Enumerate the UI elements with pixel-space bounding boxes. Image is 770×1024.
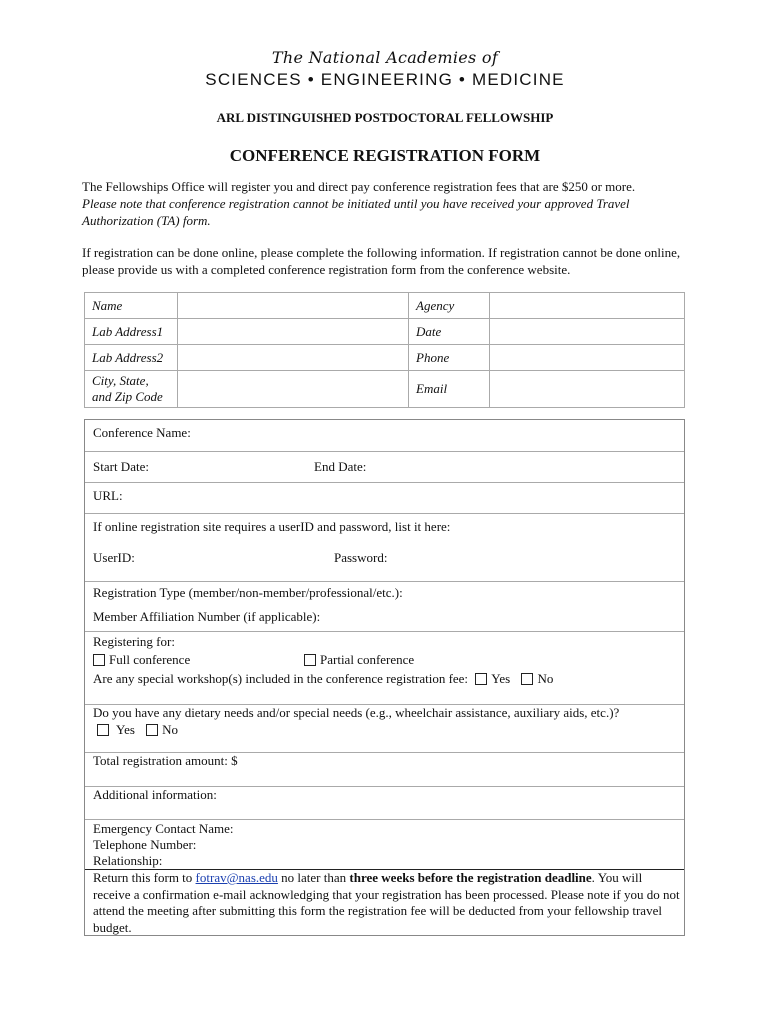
url-section[interactable]: [85, 483, 684, 514]
start-date-label: Start Date:: [93, 459, 149, 474]
workshops-yes-label: Yes: [491, 671, 511, 686]
agency-field[interactable]: [490, 293, 685, 319]
dates-section[interactable]: [85, 452, 684, 483]
registration-type-section[interactable]: [85, 582, 684, 632]
registering-for-section: [85, 632, 684, 705]
emergency-contact-section[interactable]: [85, 820, 684, 870]
city-state-zip-label: City, State, and Zip Code: [85, 371, 178, 408]
workshops-question-label: Are any special workshop(s) included in the conference registration fee:: [93, 671, 469, 686]
workshops-yes-checkbox[interactable]: [475, 673, 487, 685]
additional-info-section[interactable]: [85, 787, 684, 820]
conference-name-section[interactable]: [85, 420, 684, 452]
total-amount-section[interactable]: [85, 753, 684, 787]
lab-address1-field[interactable]: [178, 319, 409, 345]
agency-label: Agency: [409, 293, 490, 319]
return-text-3: . You will receive a confirmation e-mail acknowledging that your registration has been processed. Please note if you do not attend the meeting after submitting this form the registration fee will be deducted from your fellowship travel budget.: [93, 870, 680, 935]
program-heading: ARL DISTINGUISHED POSTDOCTORAL FELLOWSHIP: [216, 110, 554, 125]
additional-info-label: Additional information:: [93, 787, 217, 802]
date-field[interactable]: [490, 319, 685, 345]
return-text-2: no later than: [277, 870, 350, 885]
return-text-1: Return this form to: [93, 870, 196, 885]
partial-conference-label: Partial conference: [320, 652, 415, 667]
date-label: Date: [409, 319, 490, 345]
email-label: Email: [409, 371, 490, 408]
phone-label: Phone: [409, 345, 490, 371]
phone-field[interactable]: [490, 345, 685, 371]
conference-form: [84, 419, 685, 936]
total-amount-label: Total registration amount: $: [93, 753, 238, 768]
partial-conference-option[interactable]: [304, 652, 414, 668]
name-field[interactable]: [178, 293, 409, 319]
lab-address2-label: Lab Address2: [85, 345, 178, 371]
end-date-label: End Date:: [314, 459, 367, 474]
conference-name-label: Conference Name:: [93, 425, 191, 440]
workshops-no-checkbox[interactable]: [521, 673, 533, 685]
lab-address2-field[interactable]: [178, 345, 409, 371]
dietary-yes-label: Yes: [116, 722, 135, 737]
name-label: Name: [85, 293, 178, 319]
ta-note: Please note that conference registration cannot be initiated until you have received your approved Travel Authorization (TA) form.: [82, 196, 630, 228]
credentials-note: If online registration site requires a userID and password, list it here:: [93, 519, 451, 534]
full-conference-checkbox[interactable]: [93, 654, 105, 666]
workshops-no-label: No: [537, 671, 554, 686]
email-field[interactable]: [490, 371, 685, 408]
return-instructions-section: [85, 870, 684, 936]
dietary-no-label: No: [162, 722, 179, 737]
intro-line: The Fellowships Office will register you and direct pay conference registration fees that are $250 or more.: [82, 179, 636, 194]
full-conference-option[interactable]: [93, 652, 190, 668]
registration-type-label: Registration Type (member/non-member/professional/etc.):: [93, 585, 403, 600]
intro-paragraph: [82, 178, 692, 229]
dietary-question: Do you have any dietary needs and/or special needs (e.g., wheelchair assistance, auxiliary aids, etc.)?: [93, 705, 620, 720]
dietary-options: [97, 722, 178, 738]
telephone-label: Telephone Number:: [93, 837, 197, 852]
form-title: CONFERENCE REGISTRATION FORM: [229, 146, 541, 165]
logo-line-1: The National Academies of: [271, 48, 499, 67]
emergency-name-label: Emergency Contact Name:: [93, 821, 234, 836]
url-label: URL:: [93, 488, 123, 503]
return-instructions: [93, 870, 681, 936]
return-email-link[interactable]: fotrav@nas.edu: [195, 870, 278, 885]
registering-for-label: Registering for:: [93, 634, 175, 649]
online-instructions: If registration can be done online, please complete the following information. If registration cannot be done online, please provide us with a completed conference registration form from the conference website.: [82, 245, 681, 277]
dietary-no-checkbox[interactable]: [146, 724, 158, 736]
dietary-section: [85, 705, 684, 753]
member-affiliation-label: Member Affiliation Number (if applicable):: [93, 609, 321, 624]
partial-conference-checkbox[interactable]: [304, 654, 316, 666]
personal-info-table: [84, 292, 685, 408]
city-state-zip-field[interactable]: [178, 371, 409, 408]
lab-address1-label: Lab Address1: [85, 319, 178, 345]
deadline-text: three weeks before the registration deadline: [349, 870, 592, 885]
workshops-question: [93, 671, 553, 687]
credentials-section[interactable]: [85, 514, 684, 582]
full-conference-label: Full conference: [109, 652, 191, 667]
dietary-yes-checkbox[interactable]: [97, 724, 109, 736]
userid-label: UserID:: [93, 550, 135, 565]
logo-line-2: SCIENCES • ENGINEERING • MEDICINE: [205, 70, 565, 89]
password-label: Password:: [334, 550, 388, 565]
relationship-label: Relationship:: [93, 853, 163, 868]
